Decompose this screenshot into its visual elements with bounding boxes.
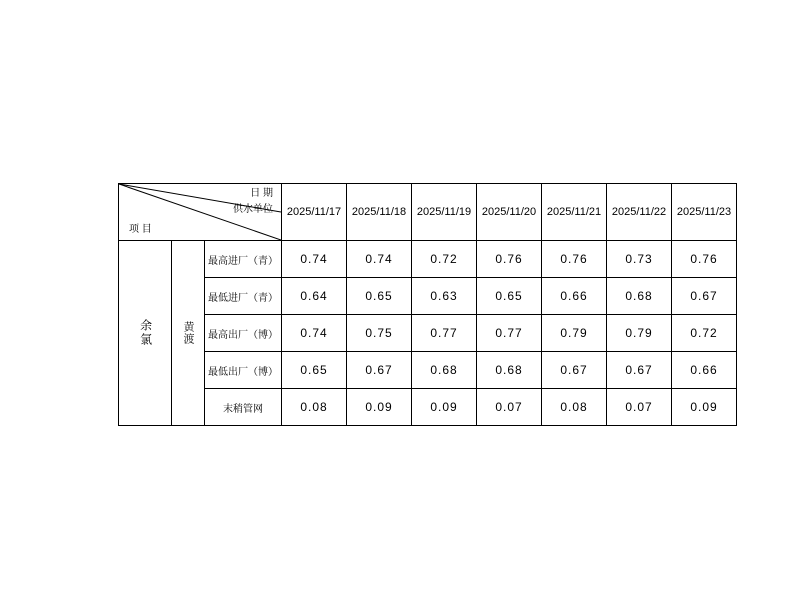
table-row: [119, 278, 737, 315]
data-cell: 0.74: [347, 241, 412, 278]
data-cell: 0.67: [542, 352, 607, 389]
column-header-date: 2025/11/19: [412, 184, 477, 241]
table-body: [119, 184, 737, 426]
data-cell: 0.08: [542, 389, 607, 426]
data-cell: 0.68: [607, 278, 672, 315]
data-cell: 0.63: [412, 278, 477, 315]
data-cell: 0.66: [542, 278, 607, 315]
residual-chlorine-table: [118, 183, 737, 426]
data-cell: 0.76: [542, 241, 607, 278]
column-header-date: 2025/11/17: [282, 184, 347, 241]
row-label: 最低出厂（博）: [205, 352, 282, 389]
data-cell: 0.64: [282, 278, 347, 315]
row-label: 最高进厂（青）: [205, 241, 282, 278]
data-cell: 0.09: [412, 389, 477, 426]
column-header-date: 2025/11/23: [672, 184, 737, 241]
data-cell: 0.68: [477, 352, 542, 389]
corner-date-label: 日 期: [250, 188, 273, 199]
data-cell: 0.65: [347, 278, 412, 315]
data-cell: 0.09: [347, 389, 412, 426]
corner-item-label: 项 目: [129, 224, 152, 235]
row-label: 最高出厂（博）: [205, 315, 282, 352]
column-header-date: 2025/11/20: [477, 184, 542, 241]
data-cell: 0.76: [672, 241, 737, 278]
data-cell: 0.75: [347, 315, 412, 352]
data-cell: 0.09: [672, 389, 737, 426]
table-row: [119, 389, 737, 426]
column-header-date: 2025/11/22: [607, 184, 672, 241]
row-label: 末稍管网: [205, 389, 282, 426]
data-cell: 0.77: [412, 315, 477, 352]
table-header-row: [119, 184, 737, 241]
data-cell: 0.07: [477, 389, 542, 426]
data-cell: 0.79: [542, 315, 607, 352]
category-cell: [119, 241, 172, 426]
corner-unit-label: 供水单位: [233, 204, 273, 215]
table-row: [119, 241, 737, 278]
column-header-date: 2025/11/21: [542, 184, 607, 241]
data-cell: 0.79: [607, 315, 672, 352]
data-cell: 0.73: [607, 241, 672, 278]
data-cell: 0.68: [412, 352, 477, 389]
data-cell: 0.72: [672, 315, 737, 352]
data-cell: 0.74: [282, 241, 347, 278]
data-cell: 0.74: [282, 315, 347, 352]
data-cell: 0.66: [672, 352, 737, 389]
subcategory-label: 黄渡: [182, 321, 195, 345]
data-cell: 0.72: [412, 241, 477, 278]
category-label: 余氯: [138, 319, 153, 347]
data-cell: 0.67: [607, 352, 672, 389]
subcategory-cell: [172, 241, 205, 426]
data-cell: 0.77: [477, 315, 542, 352]
data-cell: 0.65: [477, 278, 542, 315]
row-label: 最低进厂（青）: [205, 278, 282, 315]
data-cell: 0.07: [607, 389, 672, 426]
data-cell: 0.67: [672, 278, 737, 315]
data-cell: 0.08: [282, 389, 347, 426]
data-cell: 0.65: [282, 352, 347, 389]
corner-header-cell: [119, 184, 282, 241]
table-row: [119, 352, 737, 389]
column-header-date: 2025/11/18: [347, 184, 412, 241]
data-cell: 0.67: [347, 352, 412, 389]
data-cell: 0.76: [477, 241, 542, 278]
table-row: [119, 315, 737, 352]
